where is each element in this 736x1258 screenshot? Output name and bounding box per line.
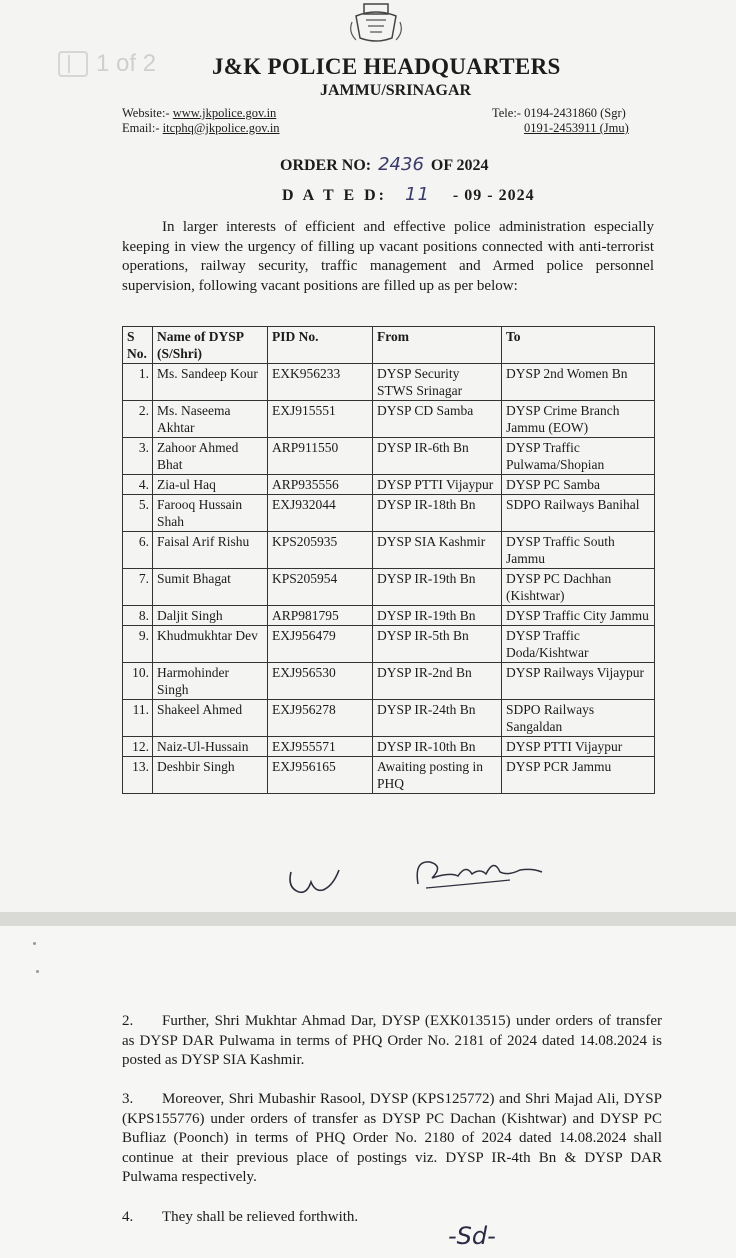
cell-name: Zia-ul Haq bbox=[153, 475, 268, 495]
cell-pid: EXJ915551 bbox=[268, 401, 373, 438]
table-row bbox=[123, 737, 655, 757]
cell-to: DYSP 2nd Women Bn bbox=[502, 364, 655, 401]
cell-pid: EXJ956165 bbox=[268, 757, 373, 794]
cell-sn: 8. bbox=[123, 606, 153, 626]
table-row bbox=[123, 438, 655, 475]
cell-from: DYSP IR-5th Bn bbox=[373, 626, 502, 663]
cell-from: DYSP PTTI Vijaypur bbox=[373, 475, 502, 495]
scan-speck bbox=[33, 942, 36, 945]
document-subtitle: JAMMU/SRINAGAR bbox=[320, 82, 472, 99]
cell-to: DYSP PC Samba bbox=[502, 475, 655, 495]
cell-pid: ARP935556 bbox=[268, 475, 373, 495]
cell-name: Ms. Naseema Akhtar bbox=[153, 401, 268, 438]
cell-to: DYSP PCR Jammu bbox=[502, 757, 655, 794]
cell-name: Farooq Hussain Shah bbox=[153, 495, 268, 532]
cell-sn: 6. bbox=[123, 532, 153, 569]
cell-pid: EXJ955571 bbox=[268, 737, 373, 757]
cell-sn: 12. bbox=[123, 737, 153, 757]
order-date: D A T E D: 11 - 09 - 2024 bbox=[282, 184, 535, 205]
email-label: Email:- bbox=[122, 121, 163, 135]
page-indicator bbox=[58, 50, 156, 78]
cell-pid: ARP981795 bbox=[268, 606, 373, 626]
cell-sn: 4. bbox=[123, 475, 153, 495]
police-emblem-icon bbox=[346, 2, 406, 46]
postings-table bbox=[122, 326, 655, 794]
cell-sn: 13. bbox=[123, 757, 153, 794]
cell-sn: 2. bbox=[123, 401, 153, 438]
cell-sn: 1. bbox=[123, 364, 153, 401]
cell-from: Awaiting posting in PHQ bbox=[373, 757, 502, 794]
sd-signature-mark: -Sd- bbox=[448, 1222, 496, 1250]
website-label: Website:- bbox=[122, 106, 173, 120]
cell-name: Ms. Sandeep Kour bbox=[153, 364, 268, 401]
table-row bbox=[123, 606, 655, 626]
cell-pid: EXJ932044 bbox=[268, 495, 373, 532]
table-header-row bbox=[123, 327, 655, 364]
date-day-handwritten: 11 bbox=[405, 184, 430, 205]
order-number: ORDER NO: 2436 OF 2024 bbox=[280, 154, 489, 175]
col-header-sn: S No. bbox=[123, 327, 153, 364]
cell-pid: EXK956233 bbox=[268, 364, 373, 401]
cell-name: Zahoor Ahmed Bhat bbox=[153, 438, 268, 475]
col-header-pid: PID No. bbox=[268, 327, 373, 364]
cell-pid: EXJ956479 bbox=[268, 626, 373, 663]
cell-name: Khudmukhtar Dev bbox=[153, 626, 268, 663]
table-row bbox=[123, 475, 655, 495]
document-title: J&K POLICE HEADQUARTERS bbox=[212, 54, 561, 79]
cell-sn: 3. bbox=[123, 438, 153, 475]
cell-from: DYSP IR-24th Bn bbox=[373, 700, 502, 737]
cell-name: Sumit Bhagat bbox=[153, 569, 268, 606]
page-separator bbox=[0, 912, 736, 926]
page-thumbnail-icon bbox=[58, 51, 88, 77]
cell-name: Daljit Singh bbox=[153, 606, 268, 626]
cell-from: DYSP IR-2nd Bn bbox=[373, 663, 502, 700]
contact-telephone bbox=[492, 106, 629, 136]
contact-web-email bbox=[122, 106, 280, 136]
table-row bbox=[123, 532, 655, 569]
cell-to: DYSP Crime Branch Jammu (EOW) bbox=[502, 401, 655, 438]
cell-name: Shakeel Ahmed bbox=[153, 700, 268, 737]
col-header-from: From bbox=[373, 327, 502, 364]
tele-jammu: 0191-2453911 (Jmu) bbox=[524, 121, 629, 135]
cell-to: SDPO Railways Banihal bbox=[502, 495, 655, 532]
cell-to: DYSP Traffic Pulwama/Shopian bbox=[502, 438, 655, 475]
cell-sn: 7. bbox=[123, 569, 153, 606]
cell-to: DYSP PTTI Vijaypur bbox=[502, 737, 655, 757]
paragraph-3: 3. Moreover, Shri Mubashir Rasool, DYSP (KPS125772) and Shri Majad Ali, DYSP (KPS155776) under orders of transfer as DYSP PC Dachan (Kishtwar) and DYSP PC Bufliaz (Poonch) in terms of PHQ Order No. 2180 of 2024 dated 14.08.2024 shall continue at their previous place of postings viz. DYSP IR-4th Bn & DYSP DAR Pulwama respectively. bbox=[122, 1091, 662, 1185]
cell-sn: 10. bbox=[123, 663, 153, 700]
signature bbox=[410, 850, 550, 896]
cell-to: DYSP Railways Vijaypur bbox=[502, 663, 655, 700]
cell-name: Harmohinder Singh bbox=[153, 663, 268, 700]
table-row bbox=[123, 663, 655, 700]
cell-name: Naiz-Ul-Hussain bbox=[153, 737, 268, 757]
cell-to: DYSP Traffic South Jammu bbox=[502, 532, 655, 569]
cell-sn: 5. bbox=[123, 495, 153, 532]
cell-from: DYSP IR-19th Bn bbox=[373, 606, 502, 626]
cell-from: DYSP IR-18th Bn bbox=[373, 495, 502, 532]
table-row bbox=[123, 700, 655, 737]
cell-to: DYSP PC Dachhan (Kishtwar) bbox=[502, 569, 655, 606]
cell-from: DYSP IR-10th Bn bbox=[373, 737, 502, 757]
tele-label: Tele:- bbox=[492, 106, 525, 120]
signature-initials bbox=[285, 858, 345, 902]
cell-pid: EXJ956530 bbox=[268, 663, 373, 700]
page-indicator-text: 1 of 2 bbox=[96, 50, 157, 77]
cell-from: DYSP IR-19th Bn bbox=[373, 569, 502, 606]
col-header-name: Name of DYSP (S/Shri) bbox=[153, 327, 268, 364]
intro-paragraph: In larger interests of efficient and effective police administration especially keeping in view the urgency of filling up vacant positions connected with anti-terrorist operations, railway security, traffic management and Armed police personnel supervision, following vacant positions are filled up as per below: bbox=[122, 219, 654, 294]
cell-pid: ARP911550 bbox=[268, 438, 373, 475]
cell-from: DYSP SIA Kashmir bbox=[373, 532, 502, 569]
cell-name: Faisal Arif Rishu bbox=[153, 532, 268, 569]
table-row bbox=[123, 401, 655, 438]
cell-from: DYSP Security STWS Srinagar bbox=[373, 364, 502, 401]
cell-from: DYSP CD Samba bbox=[373, 401, 502, 438]
cell-to: DYSP Traffic City Jammu bbox=[502, 606, 655, 626]
table-row bbox=[123, 569, 655, 606]
email-link[interactable]: itcphq@jkpolice.gov.in bbox=[162, 121, 280, 135]
cell-sn: 11. bbox=[123, 700, 153, 737]
tele-srinagar: 0194-2431860 (Sgr) bbox=[524, 106, 626, 120]
cell-pid: KPS205935 bbox=[268, 532, 373, 569]
col-header-to: To bbox=[502, 327, 655, 364]
cell-name: Deshbir Singh bbox=[153, 757, 268, 794]
scan-speck bbox=[36, 970, 39, 973]
table-row bbox=[123, 495, 655, 532]
paragraph-4: 4. They shall be relieved forthwith. bbox=[122, 1209, 359, 1225]
table-row bbox=[123, 626, 655, 663]
paragraph-2: 2. Further, Shri Mukhtar Ahmad Dar, DYSP (EXK013515) under orders of transfer as DYSP DAR Pulwama in terms of PHQ Order No. 2181 of 2024 dated 14.08.2024 is posted as DYSP SIA Kashmir. bbox=[122, 1013, 662, 1068]
table-row bbox=[123, 757, 655, 794]
cell-to: DYSP Traffic Doda/Kishtwar bbox=[502, 626, 655, 663]
cell-to: SDPO Railways Sangaldan bbox=[502, 700, 655, 737]
cell-pid: KPS205954 bbox=[268, 569, 373, 606]
cell-pid: EXJ956278 bbox=[268, 700, 373, 737]
table-row bbox=[123, 364, 655, 401]
cell-sn: 9. bbox=[123, 626, 153, 663]
order-number-handwritten: 2436 bbox=[378, 154, 424, 175]
website-link[interactable]: www.jkpolice.gov.in bbox=[172, 106, 277, 120]
cell-from: DYSP IR-6th Bn bbox=[373, 438, 502, 475]
